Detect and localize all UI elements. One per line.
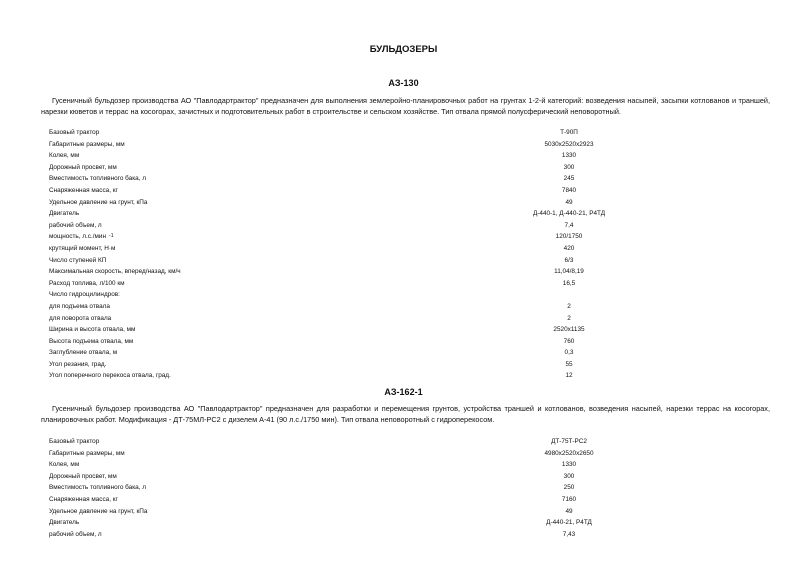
spec-label <box>49 471 117 483</box>
spec-value: 0,3 <box>564 349 574 357</box>
spec-label-text: Число ступеней КП <box>49 256 107 264</box>
spec-row <box>49 185 689 197</box>
spec-label <box>49 370 171 382</box>
spec-label <box>49 324 135 336</box>
spec-label-text: Угол поперечного перекоса отвала, град. <box>49 372 171 380</box>
spec-label <box>49 448 125 460</box>
spec-row <box>49 173 689 185</box>
spec-label <box>49 278 125 290</box>
spec-value: 7840 <box>561 186 577 194</box>
spec-label <box>49 436 99 448</box>
spec-label <box>49 185 118 197</box>
spec-label-text: Вместимость топливного бака, л <box>49 175 147 183</box>
spec-label <box>49 506 147 518</box>
spec-label <box>49 289 120 301</box>
spec-row <box>49 448 689 460</box>
spec-label-text: Число гидроцилиндров: <box>49 291 120 299</box>
spec-value: 1330 <box>561 152 577 160</box>
spec-label-text: Двигатель <box>49 210 80 218</box>
spec-value: 760 <box>563 337 575 345</box>
spec-label <box>49 347 117 359</box>
section-description-az-162-1: Гусеничный бульдозер производства АО "Павлодартрактор" предназначен для разработки и перемещения грунтов, устройства траншей и котлованов, возведения насыпей, нарезки террас на косогорах, планировочных работ. Модификация - ДТ-75МЛ-РС2 с дизелем А-41 (90 л.с./1750 мин). Тип отвала неповоротный с гидроперекосом. <box>41 404 770 424</box>
spec-label-text: рабочий объем, л <box>49 221 102 229</box>
spec-row <box>49 336 689 348</box>
spec-label <box>49 517 79 529</box>
spec-row <box>49 255 689 267</box>
spec-label-text: Габаритные размеры, мм <box>49 140 125 148</box>
spec-label-text: Дорожный просвет, мм <box>49 163 117 171</box>
spec-label-text: для поворота отвала <box>49 314 112 322</box>
spec-value: Д-440-1, Д-440-21, Р4ТД <box>532 210 606 218</box>
spec-label <box>49 162 117 174</box>
spec-label <box>49 266 181 278</box>
spec-label-text: Вместимость топливного бака, л <box>49 484 147 492</box>
spec-value: 11,04/8,19 <box>554 268 584 276</box>
spec-label <box>49 127 99 139</box>
spec-label-text: рабочий объем, л <box>49 530 102 538</box>
section-description-az-130: Гусеничный бульдозер производства АО "Павлодартрактор" предназначен для выполнения землеройно-планировочных работ на грунтах 1-2-й категорий: возведения насыпей, засыпки котлованов и траншей, нарезки кюветов и террас на косогорах, зачистных и подготовительных работ в строительстве и сельском хозяйстве. Тип отвала прямой полусферический неповоротный. <box>41 96 770 116</box>
section-title-az-130: АЗ-130 <box>388 78 419 88</box>
spec-value: 1330 <box>561 461 577 469</box>
spec-row <box>49 517 689 529</box>
spec-row <box>49 482 689 494</box>
spec-row <box>49 220 689 232</box>
spec-row <box>49 231 689 243</box>
spec-value: 6/3 <box>564 256 574 264</box>
spec-row <box>49 313 689 325</box>
spec-label <box>49 139 125 151</box>
spec-label-text: Дорожный просвет, мм <box>49 472 117 480</box>
spec-value: 420 <box>563 244 575 252</box>
spec-row <box>49 208 689 220</box>
spec-row <box>49 243 689 255</box>
spec-row <box>49 506 689 518</box>
spec-label-text: для подъема отвала <box>49 302 110 310</box>
spec-row <box>49 529 689 541</box>
spec-value: ДТ-75Т-РС2 <box>551 438 587 445</box>
spec-value: 12 <box>565 372 573 380</box>
superscript-mark: -1 <box>109 233 114 240</box>
spec-value: 55 <box>565 360 573 368</box>
spec-label-text: мощность, л.с./мин <box>49 233 107 241</box>
spec-label <box>49 243 115 255</box>
spec-label-text: Угол резания, град. <box>49 360 107 368</box>
spec-row <box>49 301 689 313</box>
spec-row <box>49 266 689 278</box>
spec-value: 300 <box>563 163 575 171</box>
spec-label-text: Двигатель <box>49 519 80 527</box>
spec-value: 49 <box>565 198 573 206</box>
spec-label-text: Удельное давление на грунт, кПа <box>49 198 148 206</box>
spec-label <box>49 173 146 185</box>
spec-row <box>49 359 689 371</box>
spec-label <box>49 494 118 506</box>
spec-table-az-162-1 <box>49 436 689 540</box>
spec-value: Д-440-21, Р4ТД <box>546 519 592 527</box>
spec-row <box>49 370 689 382</box>
spec-value: 2520х1135 <box>553 326 585 334</box>
spec-value: 49 <box>565 507 573 515</box>
spec-label <box>49 482 146 494</box>
spec-row <box>49 127 689 139</box>
spec-value: 7,4 <box>564 221 574 229</box>
spec-label-text: Максимальная скорость, вперед/назад, км/ч <box>49 268 181 276</box>
spec-value: 2 <box>567 314 571 322</box>
spec-label <box>49 359 106 371</box>
spec-value: Т-90П <box>560 129 578 136</box>
spec-row <box>49 436 689 448</box>
spec-value: 245 <box>563 175 575 183</box>
spec-row <box>49 324 689 336</box>
spec-row <box>49 347 689 359</box>
spec-value: 5030х2520х2923 <box>544 140 594 148</box>
spec-value: 4980х2520х2650 <box>544 449 594 457</box>
page-title: БУЛЬДОЗЕРЫ <box>369 44 438 55</box>
spec-value: 7160 <box>561 495 577 503</box>
spec-label <box>49 208 79 220</box>
spec-value: 120/1750 <box>555 233 583 241</box>
spec-label-text: Базовый трактор <box>49 129 100 136</box>
spec-row <box>49 139 689 151</box>
spec-label <box>49 255 106 267</box>
spec-table-az-130 <box>49 127 689 382</box>
spec-label-text: Высота подъема отвала, мм <box>49 337 134 345</box>
spec-label-text: Заглубление отвала, м <box>49 349 118 357</box>
section-title-az-162-1: АЗ-162-1 <box>384 387 423 397</box>
spec-label <box>49 220 102 232</box>
spec-row <box>49 197 689 209</box>
spec-label <box>49 529 102 541</box>
spec-label-text: Габаритные размеры, мм <box>49 449 125 457</box>
spec-row <box>49 459 689 471</box>
spec-label-text: Колея, мм <box>49 152 80 160</box>
spec-value: 7,43 <box>562 530 576 538</box>
spec-row <box>49 150 689 162</box>
spec-value: 250 <box>563 484 575 492</box>
spec-row <box>49 289 689 301</box>
spec-row <box>49 494 689 506</box>
spec-label-text: крутящий момент, Н·м <box>49 244 116 252</box>
spec-label <box>49 150 79 162</box>
spec-label-text: Колея, мм <box>49 461 80 469</box>
spec-label-text: Снаряженная масса, кг <box>49 186 118 194</box>
spec-label-text: Расход топлива, л/100 км <box>49 279 125 287</box>
spec-row <box>49 278 689 290</box>
spec-label-text: Ширина и высота отвала, мм <box>49 326 136 334</box>
spec-value: 2 <box>567 302 571 310</box>
spec-label <box>49 301 110 313</box>
spec-value: 300 <box>563 472 575 480</box>
spec-label-text: Удельное давление на грунт, кПа <box>49 507 148 515</box>
spec-label <box>49 197 147 209</box>
spec-row <box>49 162 689 174</box>
spec-label <box>49 459 79 471</box>
spec-row <box>49 471 689 483</box>
spec-label <box>49 313 111 325</box>
spec-label-text: Снаряженная масса, кг <box>49 495 118 503</box>
spec-value: 16,5 <box>562 279 576 287</box>
spec-label <box>49 336 133 348</box>
spec-label-text: Базовый трактор <box>49 438 100 445</box>
